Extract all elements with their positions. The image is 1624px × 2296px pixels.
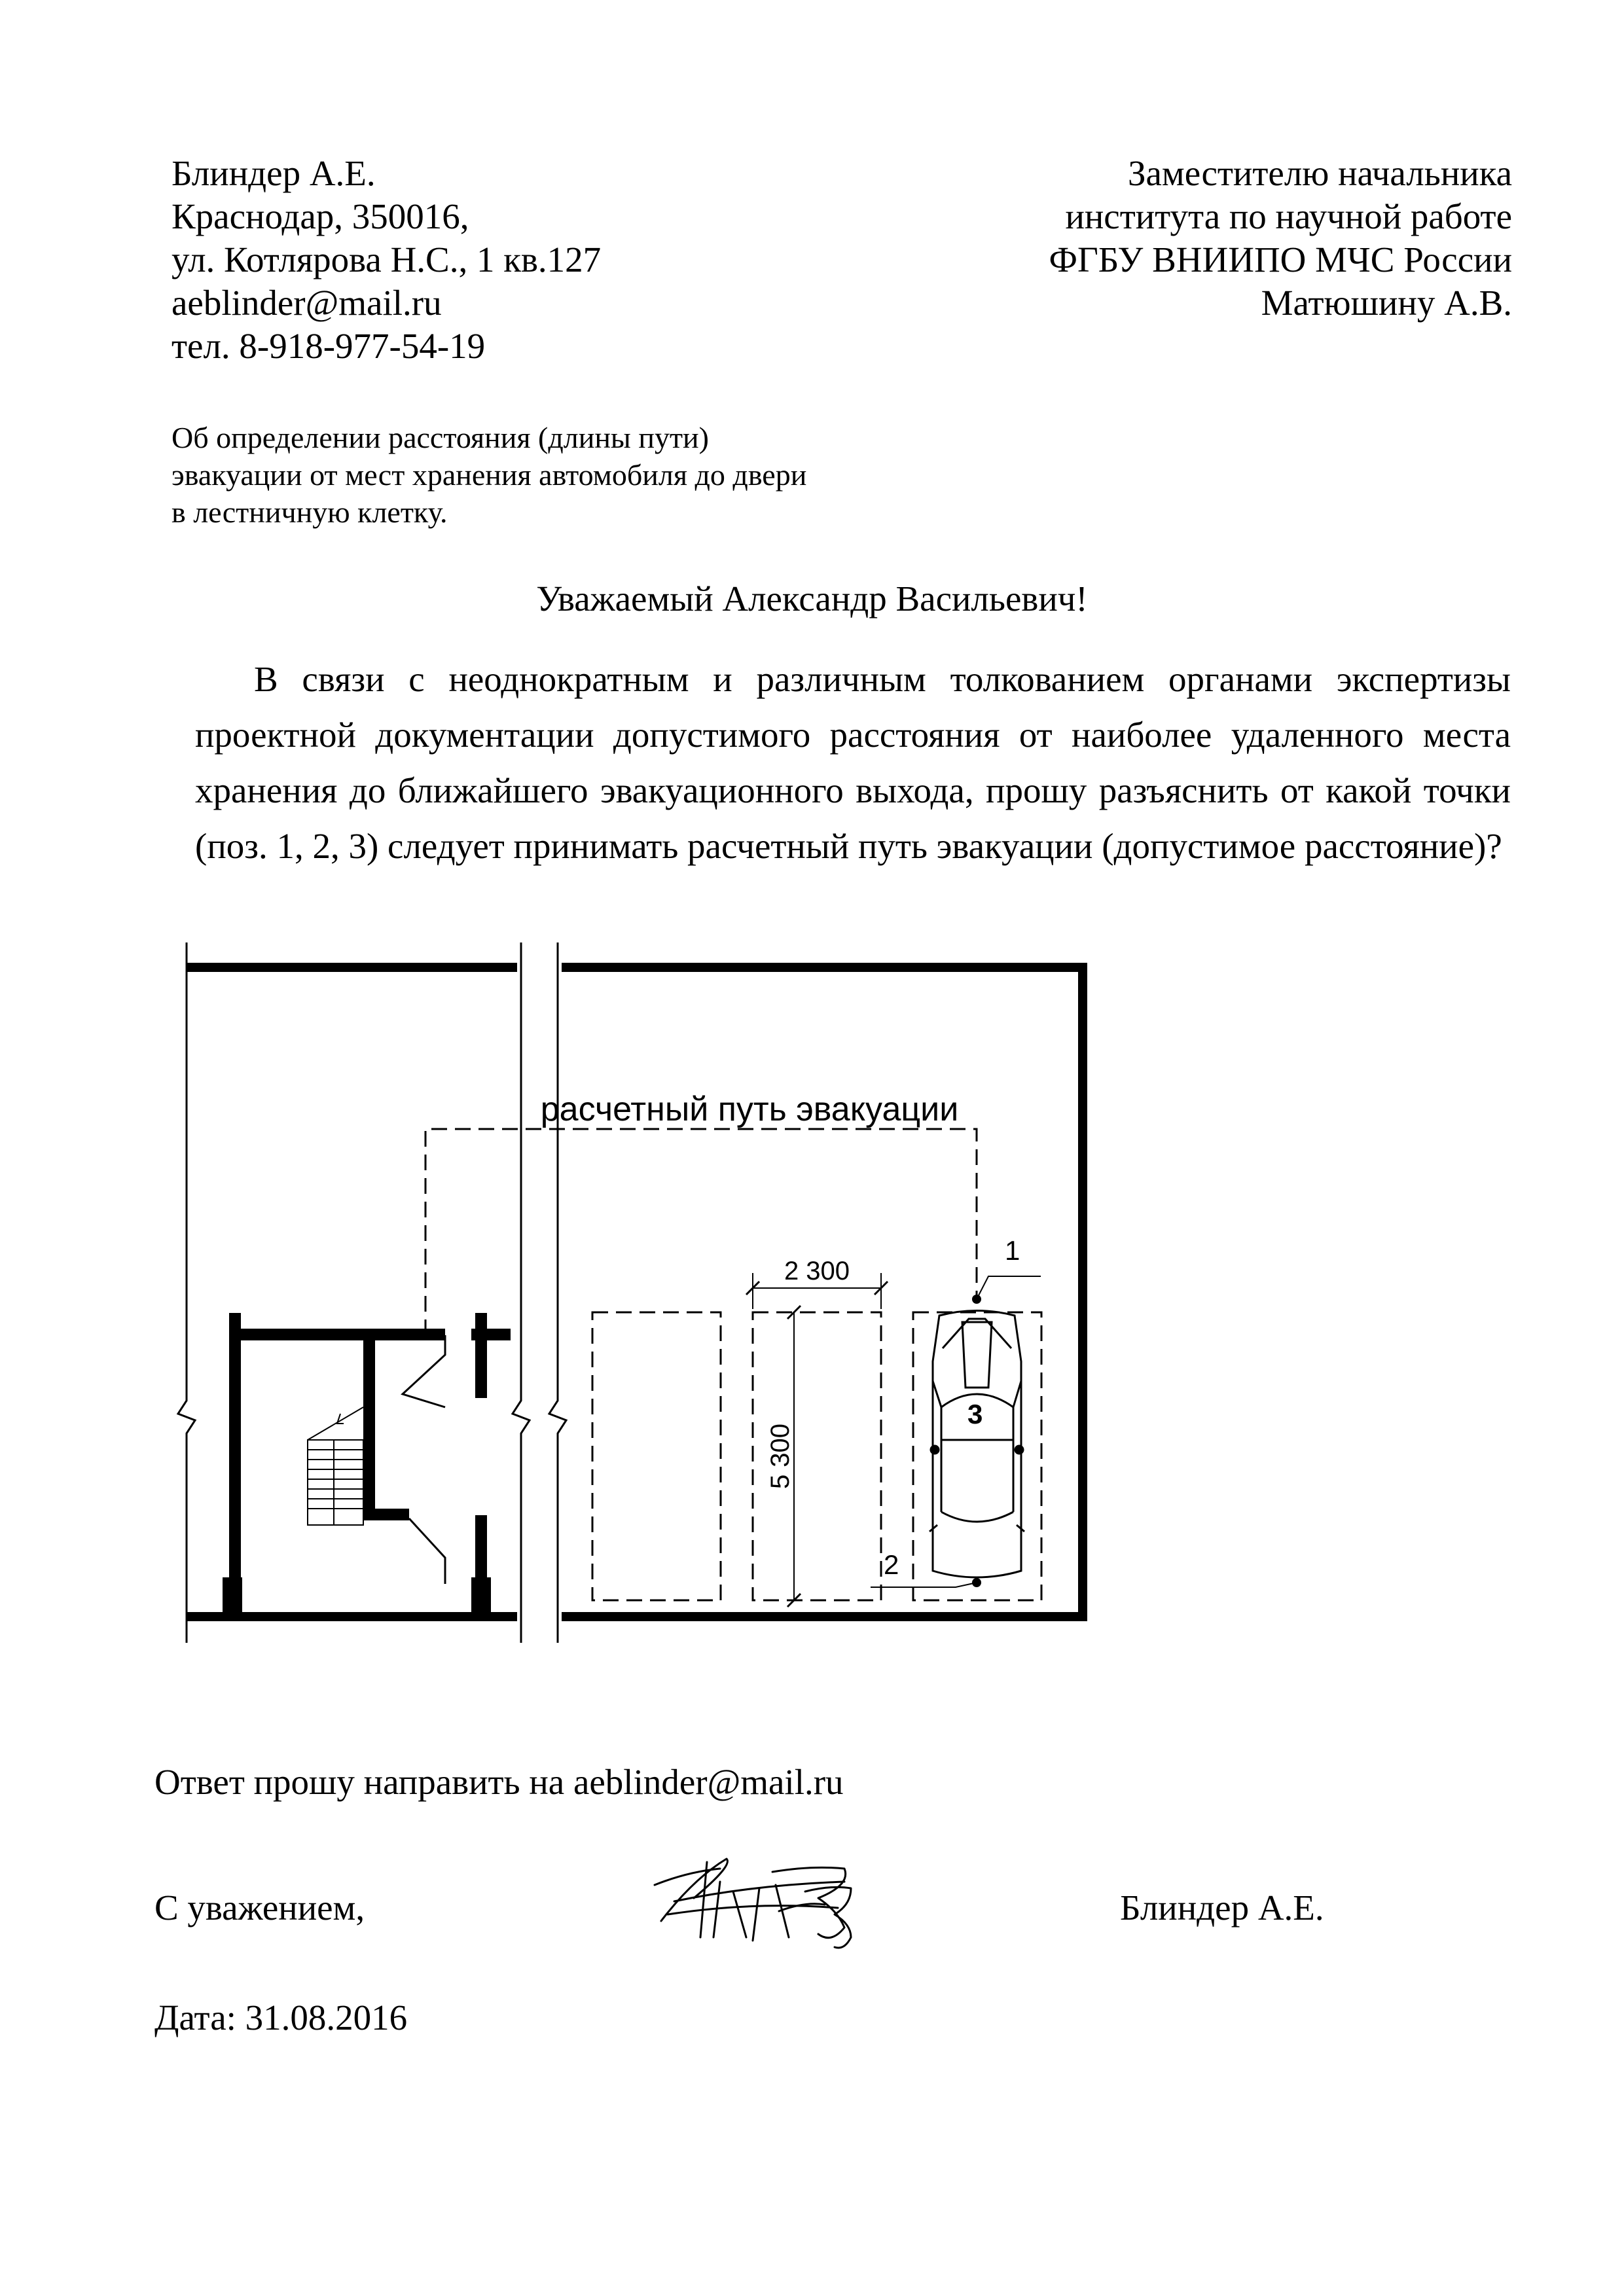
- sender-block: [171, 152, 826, 368]
- subject-line-3: в лестничную клетку.: [171, 495, 448, 529]
- sender-city: Краснодар, 350016,: [171, 196, 469, 236]
- subject-line-1: Об определении расстояния (длины пути): [171, 421, 709, 454]
- stair-wall-right-lower: [475, 1515, 487, 1620]
- stair-wall-left-stub: [223, 1577, 242, 1617]
- stair-door-lower: [409, 1518, 445, 1584]
- point-3-label: 3: [967, 1399, 983, 1429]
- point-2-label: 2: [884, 1549, 899, 1580]
- staircase: [308, 1407, 363, 1525]
- sender-street: ул. Котлярова Н.С., 1 кв.127: [171, 240, 602, 279]
- signer-name: Блиндер А.Е.: [1120, 1888, 1324, 1928]
- stair-wall-top-left: [229, 1313, 241, 1617]
- stair-wall-right-stub: [471, 1577, 491, 1617]
- stair-wall-right-upper: [475, 1313, 487, 1398]
- point-2-marker: [972, 1578, 981, 1587]
- sender-email: aeblinder@mail.ru: [171, 283, 442, 323]
- parking-space-1: [592, 1312, 721, 1600]
- recipient-block: [792, 152, 1512, 325]
- closing: С уважением,: [154, 1888, 365, 1928]
- parking-space-2: [753, 1312, 881, 1600]
- recipient-line-2: института по научной работе: [1065, 196, 1512, 236]
- stair-wall-top: [229, 1329, 445, 1340]
- recipient-line-3: ФГБУ ВНИИПО МЧС России: [1049, 240, 1512, 279]
- sender-phone: тел. 8-918-977-54-19: [171, 326, 486, 366]
- recipient-line-1: Заместителю начальника: [1127, 153, 1512, 193]
- point-1-marker: [972, 1295, 981, 1304]
- reply-request: Ответ прошу направить на aeblinder@mail.ru: [154, 1762, 844, 1802]
- stair-door-upper: [403, 1335, 445, 1407]
- body-paragraph: В связи с неоднократным и различным толкованием органами экспертизы проектной документации допустимого расстояния от наиболее удаленного места хранения до ближайшего эвакуационного выхода, прошу разъяснить от какой точки (поз. 1, 2, 3) следует принимать расчетный путь эвакуации (допустимое расстояние)?: [195, 659, 1511, 866]
- subject-line-2: эвакуации от мест хранения автомобиля до двери: [171, 458, 807, 492]
- sender-name: Блиндер А.Е.: [171, 153, 376, 193]
- break-line-left: [513, 942, 530, 1643]
- evacuation-path-label: расчетный путь эвакуации: [540, 1090, 959, 1128]
- point-1-leader: [977, 1276, 1041, 1299]
- car-icon: [929, 1311, 1024, 1578]
- evacuation-path-line: [425, 1129, 977, 1335]
- subject-block: [171, 419, 892, 531]
- width-dimension-label: 2 300: [784, 1257, 850, 1285]
- salutation: Уважаемый Александр Васильевич!: [536, 579, 1088, 619]
- point-1-label: 1: [1005, 1235, 1020, 1266]
- break-line-right: [549, 942, 566, 1643]
- point-2-leader: [871, 1583, 977, 1587]
- length-dimension-label: 5 300: [766, 1423, 795, 1490]
- recipient-line-4: Матюшину А.В.: [1261, 283, 1512, 323]
- letter-date: Дата: 31.08.2016: [154, 1998, 408, 2037]
- stair-inner-wall: [363, 1335, 375, 1518]
- stair-wall-top-right: [471, 1329, 511, 1340]
- stair-inner-wall-bottom: [363, 1509, 409, 1520]
- left-border: [178, 942, 195, 1643]
- parking-space-3: [913, 1312, 1041, 1600]
